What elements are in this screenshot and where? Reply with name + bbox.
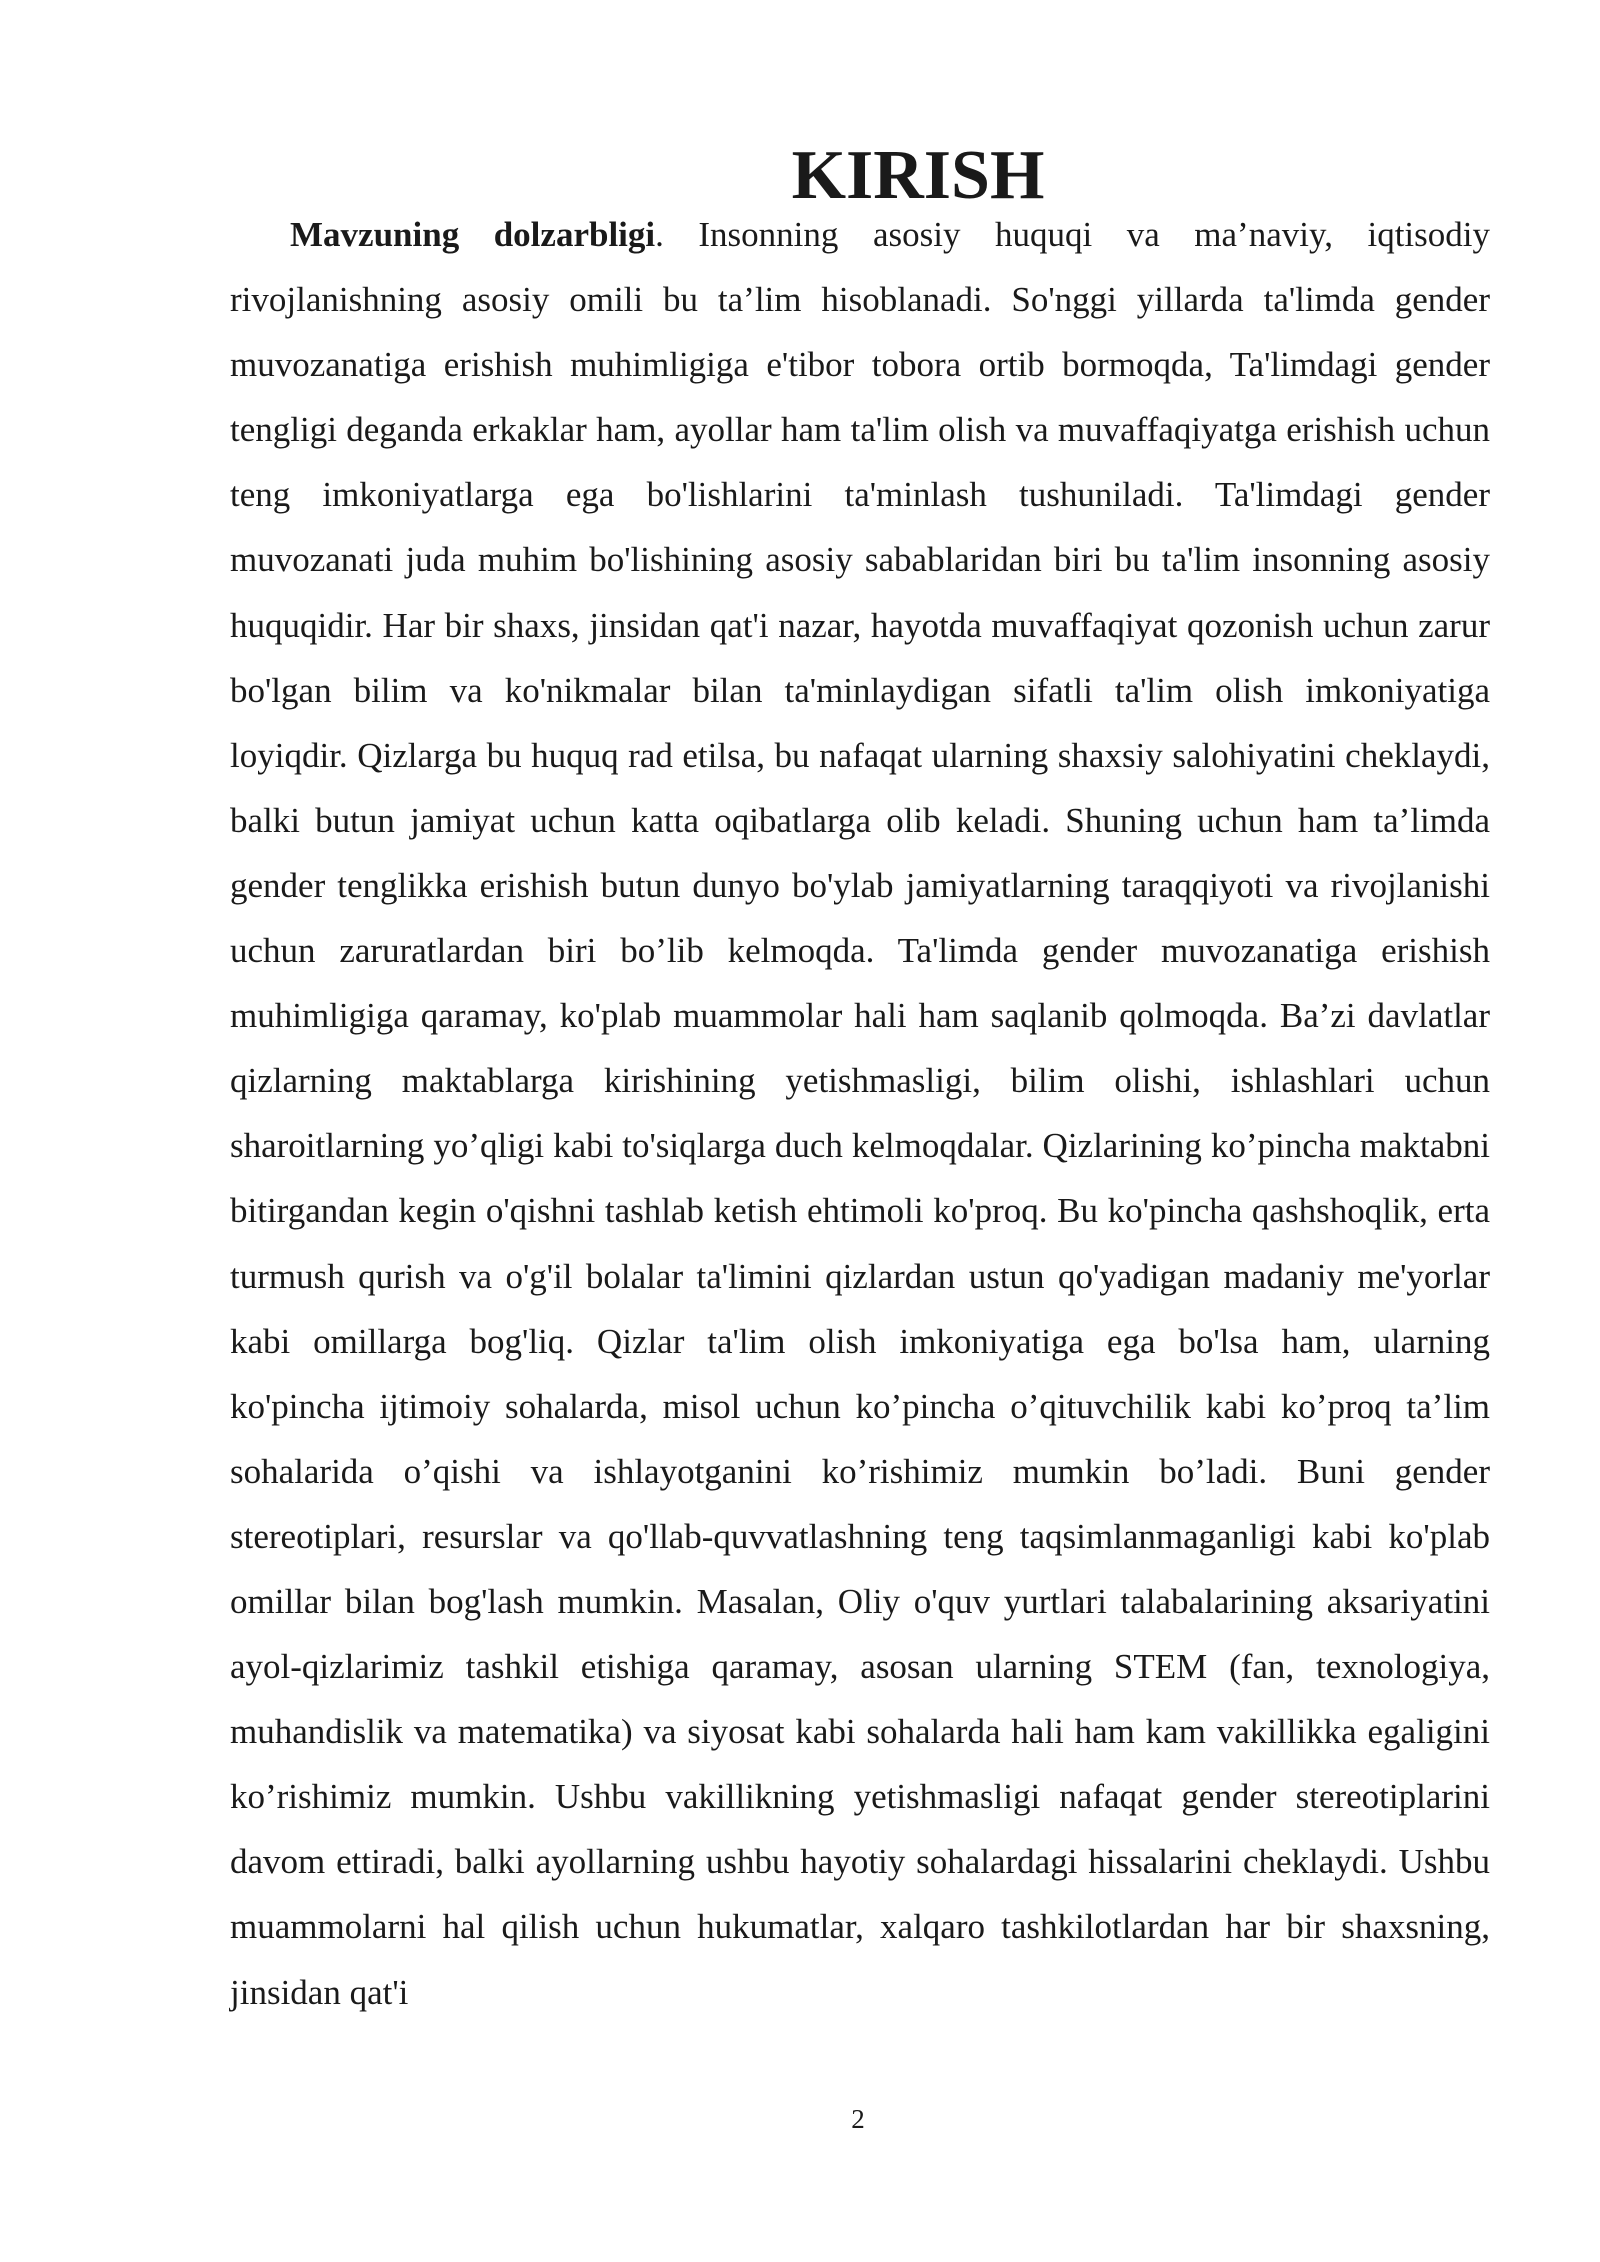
body-paragraph: [230, 202, 1490, 2025]
paragraph-text: . Insonning asosiy huquqi va ma’naviy, iqtisodiy rivojlanishning asosiy omili bu ta’lim hisoblanadi. So'nggi yillarda ta'limda gender muvozanatiga erishish muhimligiga e'tibor tobora ortib bormoqda, Ta'limdagi gender tengligi deganda erkaklar ham, ayollar ham ta'lim olish va muvaffaqiyatga erishish uchun teng imkoniyatlarga ega bo'lishlarini ta'minlash tushuniladi. Ta'limdagi gender muvozanati juda muhim bo'lishining asosiy sabablaridan biri bu ta'lim insonning asosiy huquqidir. Har bir shaxs, jinsidan qat'i nazar, hayotda muvaffaqiyat qozonish uchun zarur bo'lgan bilim va ko'nikmalar bilan ta'minlaydigan sifatli ta'lim olish imkoniyatiga loyiqdir. Qizlarga bu huquq rad etilsa, bu nafaqat ularning shaxsiy salohiyatini cheklaydi, balki butun jamiyat uchun katta oqibatlarga olib keladi. Shuning uchun ham ta’limda gender tenglikka erishish butun dunyo bo'ylab jamiyatlarning taraqqiyoti va rivojlanishi uchun zaruratlardan biri bo’lib kelmoqda. Ta'limda gender muvozanatiga erishish muhimligiga qaramay, ko'plab muammolar hali ham saqlanib qolmoqda. Ba’zi davlatlar qizlarning maktablarga kirishining yetishmasligi, bilim olishi, ishlashlari uchun sharoitlarning yo’qligi kabi to'siqlarga duch kelmoqdalar. Qizlarining ko’pincha maktabni bitirgandan kegin o'qishni tashlab ketish ehtimoli ko'proq. Bu ko'pincha qashshoqlik, erta turmush qurish va o'g'il bolalar ta'limini qizlardan ustun qo'yadigan madaniy me'yorlar kabi omillarga bog'liq. Qizlar ta'lim olish imkoniyatiga ega bo'lsa ham, ularning ko'pincha ijtimoiy sohalarda, misol uchun ko’pincha o’qituvchilik kabi ko’proq ta’lim sohalarida o’qishi va ishlayotganini ko’rishimiz mumkin bo’ladi. Buni gender stereotiplari, resurslar va qo'llab-quvvatlashning teng taqsimlanmaganligi kabi ko'plab omillar bilan bog'lash mumkin. Masalan, Oliy o'quv yurtlari talabalarining aksariyatini ayol-qizlarimiz tashkil etishiga qaramay, asosan ularning STEM (fan, texnologiya, muhandislik va matematika) va siyosat kabi sohalarda hali ham kam vakillikka egaligini ko’rishimiz mumkin. Ushbu vakillikning yetishmasligi nafaqat gender stereotiplarini davom ettiradi, balki ayollarning ushbu hayotiy sohalardagi hissalarini cheklaydi. Ushbu muammolarni hal qilish uchun hukumatlar, xalqaro tashkilotlardan har bir shaxsning, jinsidan qat'i: [230, 215, 1490, 2012]
section-heading: KIRISH: [791, 137, 1045, 214]
page-number: 2: [851, 2104, 865, 2134]
paragraph-lead: Mavzuning dolzarbligi: [290, 215, 656, 254]
page-content: [230, 137, 1490, 2025]
